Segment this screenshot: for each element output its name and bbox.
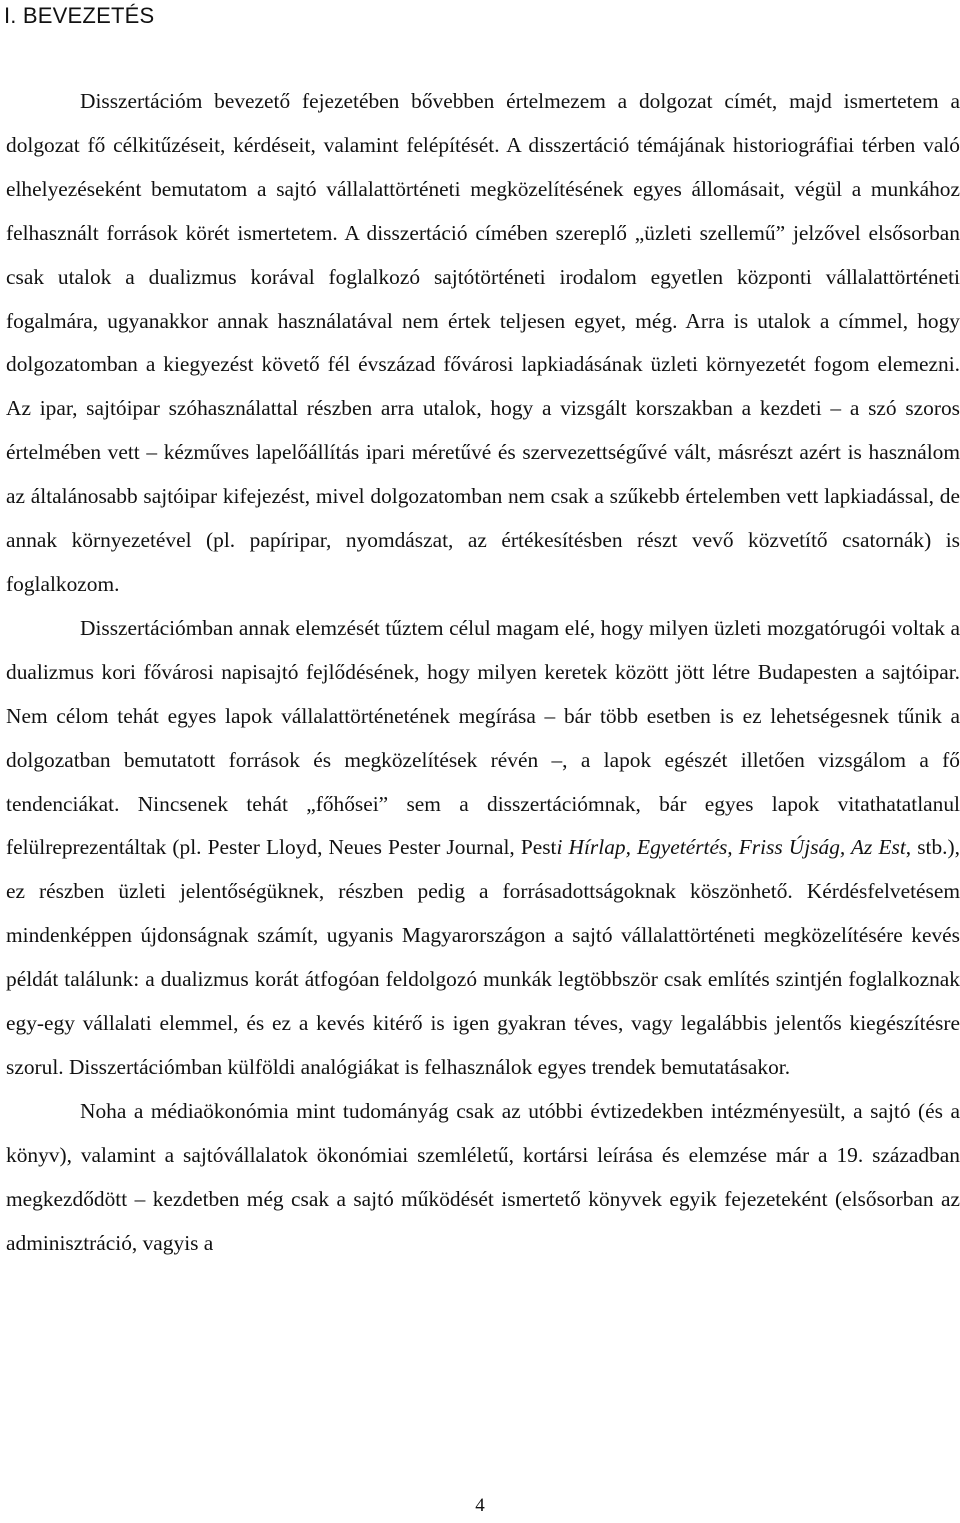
paragraph-2 — [6, 607, 960, 1090]
paragraph-3: Noha a médiaökonómia mint tudományág csak az utóbbi évtizedekben intézményesült, a sajtó (és a könyv), valamint a sajtóvállalatok ökonómiai szemléletű, kortársi leírása és elemzése már a 19. században megkezdődött – kezdetben még csak a sajtó működését ismertető könyvek egyik fejezeteként (elsősorban az adminisztráció, vagyis a — [6, 1098, 960, 1255]
section-heading: I. BEVEZETÉS — [4, 3, 155, 28]
paragraph-2-text-a: Disszertációmban annak elemzését tűztem célul magam elé, hogy milyen üzleti mozgatórugói voltak a dualizmus kori fővárosi napisajtó fejlődésének, hogy milyen keretek között jött létre Budapesten a sajtóipar. Nem célom tehát egyes lapok vállalattörténetének megírása – bár több esetben is ez lehetségesnek tűnik a dolgozatban bemutatott források és megközelítések révén –, a lapok egészét illetően vizsgálom a fő tendenciákat. Nincsenek tehát „főhősei” sem a disszertációmnak, bár egyes lapok vitathatatlanul felülreprezentáltak (pl. Pester Lloyd, Neues Pester Journal, Pest — [6, 615, 960, 860]
body-text — [6, 80, 960, 1265]
paragraph-2-text-b: , stb.), ez részben üzleti jelentőségüknek, részben pedig a forrásadottságoknak köszönhető. Kérdésfelvetésem mindenképpen újdonságnak számít, ugyanis Magyarországon a sajtó vállalattörténeti megközelítésére kevés példát találunk: a dualizmus korát átfogóan feldolgozó munkák legtöbbször csak említés szintjén foglalkoznak egy-egy vállalati elemmel, és ez a kevés kitérő is igen gyakran téves, vagy legalábbis jelentős kiegészítésre szorul. Disszertációmban külföldi analógiákat is felhasználok egyes trendek bemutatásakor. — [6, 835, 960, 1079]
newspaper-titles-italic: i Hírlap, Egyetértés, Friss Újság, Az Est — [556, 835, 906, 860]
paragraph-1: Disszertációm bevezető fejezetében bővebben értelmezem a dolgozat címét, majd ismertetem a dolgozat fő célkitűzéseit, kérdéseit, valamint felépítését. A disszertáció témájának historiográfiai térben való elhelyezéseként bemutatom a sajtó vállalattörténeti megközelítésének egyes állomásait, végül a munkához felhasznált források körét ismertetem. A disszertáció címében szereplő „üzleti szellemű” jelzővel elsősorban csak utalok a dualizmus korával foglalkozó sajtótörténeti irodalom egyetlen központi vállalattörténeti fogalmára, ugyanakkor annak használatával nem értek teljesen egyet, még. Arra is utalok a címmel, hogy dolgozatomban a kiegyezést követő fél évszázad fővárosi lapkiadásának üzleti környezetét fogom elemezni. Az ipar, sajtóipar szóhasználattal részben arra utalok, hogy a vizsgált korszakban a kezdeti – a szó szoros értelmében vett – kézműves lapelőállítás ipari méretűvé és szervezettségűvé vált, másrészt azért is használom az általánosabb sajtóipar kifejezést, mivel dolgozatomban nem csak a szűkebb értelemben vett lapkiadással, de annak környezetével (pl. papíripar, nyomdászat, az értékesítésben részt vevő közvetítő csatornák) is foglalkozom. — [6, 89, 960, 596]
page-number: 4 — [475, 1495, 485, 1516]
